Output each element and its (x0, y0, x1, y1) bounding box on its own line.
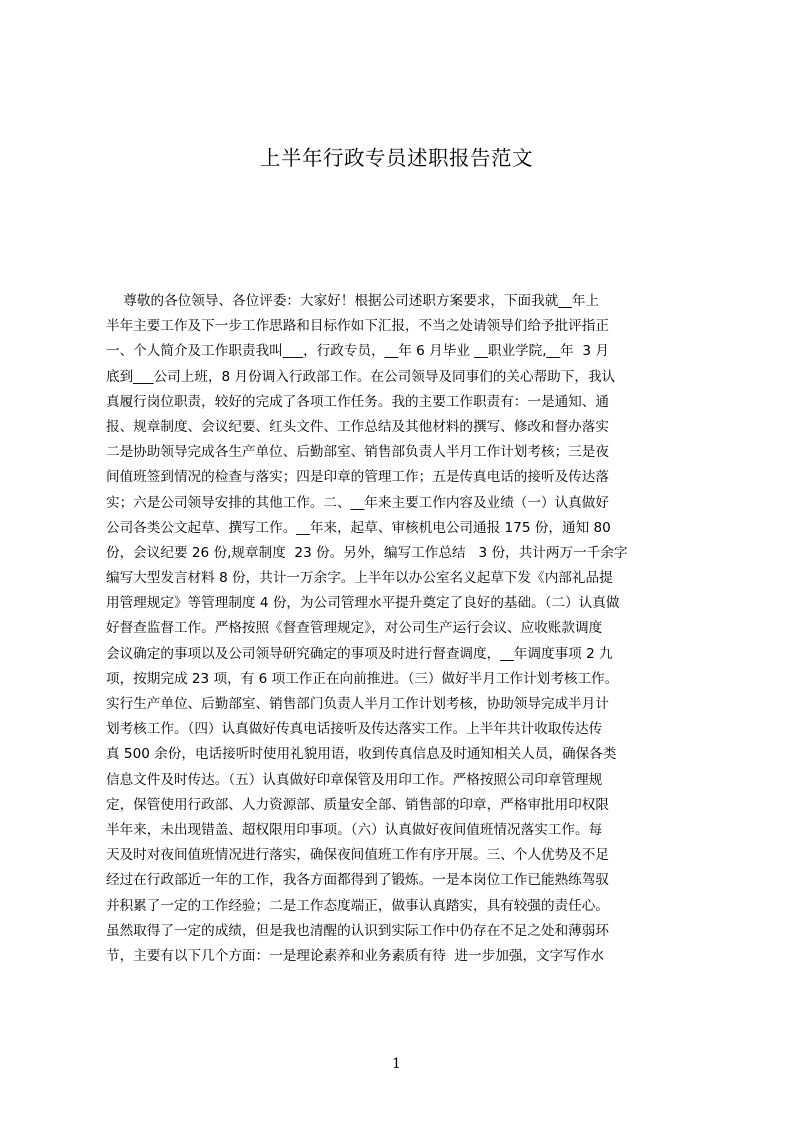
body-text-line: 用管理规定》等管理制度 4 份，为公司管理水平提升奠定了良好的基础。（二）认真做 (106, 595, 620, 612)
body-text-line: 二是协助领导完成各生产单位、后勤部室、销售部负责人半月工作计划考核；三是夜 (106, 444, 609, 461)
body-text-line: 天及时对夜间值班情况进行落实，确保夜间值班工作有序开展。三、个人优势及不足 (106, 847, 609, 864)
body-text-line: 真履行岗位职责，较好的完成了各项工作任务。我的主要工作职责有：一是通知、通 (106, 393, 609, 410)
body-text-line: 好督查监督工作。严格按照《督查管理规定》，对公司生产运行会议、应收账款调度 (106, 620, 603, 637)
body-text-line: 信息文件及时传达。（五）认真做好印章保管及用印工作。严格按照公司印章管理规 (106, 771, 603, 788)
body-text-line: 会议确定的事项以及公司领导研究确定的事项及时进行督查调度，__年调度事项 2 九 (106, 645, 613, 662)
body-text-line: 半年来，未出现错盖、超权限用印事项。（六）认真做好夜间值班情况落实工作。每 (106, 821, 603, 838)
body-text-line: 报、规章制度、会议纪要、红头文件、工作总结及其他材料的撰写、修改和督办落实 (106, 418, 609, 435)
body-text-line: 公司各类公文起草、撰写工作。__年来，起草、审核机电公司通报 175 份，通知 80 (106, 519, 611, 536)
body-text-line: 间值班签到情况的检查与落实；四是印章的管理工作；五是传真电话的接听及传达落 (106, 469, 609, 486)
body-text-line: 底到___公司上班，8 月份调入行政部工作。在公司领导及同事们的关心帮助下，我认 (106, 368, 616, 385)
body-text-line: 一、个人简介及工作职责我叫___，行政专员，__年 6 月毕业 __职业学院,__年 3 月 (106, 343, 609, 360)
page-number: 1 (392, 1056, 401, 1072)
body-text-line: 项，按期完成 23 项，有 6 项工作正在向前推进。（三）做好半月工作计划考核工作。 (106, 670, 619, 687)
body-text-line: 虽然取得了一定的成绩，但是我也清醒的认识到实际工作中仍存在不足之处和薄弱环 (106, 922, 609, 939)
body-text-line: 真 500 余份，电话接听时使用礼貌用语，收到传真信息及时通知相关人员，确保各类 (106, 746, 617, 763)
body-text-line: 份，会议纪要 26 份,规章制度 23 份。另外，编写工作总结 3 份，共计两万一千余字 (106, 544, 628, 561)
body-text-line: 实；六是公司领导安排的其他工作。二、__年来主要工作内容及业绩（一）认真做好 (106, 494, 609, 511)
body-text-line: 节，主要有以下几个方面：一是理论素养和业务素质有待 进一步加强，文字写作水 (106, 947, 605, 964)
body-text-line: 经过在行政部近一年的工作，我各方面都得到了锻炼。一是本岗位工作已能熟练驾驭 (106, 872, 609, 889)
body-text-line: 半年主要工作及下一步工作思路和目标作如下汇报，不当之处请领导们给予批评指正 (106, 318, 609, 335)
document-body (106, 289, 706, 969)
body-text-line: 实行生产单位、后勤部室、销售部门负责人半月工作计划考核，协助领导完成半月计 (106, 696, 609, 712)
body-text-line: 尊敬的各位领导、各位评委：大家好！根据公司述职方案要求，下面我就__年上 (106, 293, 600, 309)
document-title: 上半年行政专员述职报告范文 (260, 146, 533, 170)
body-text-line: 划考核工作。（四）认真做好传真电话接听及传达落实工作。上半年共计收取传达传 (106, 721, 603, 738)
body-text-line: 编写大型发言材料 8 份，共计一万余字。上半年以办公室名义起草下发《内部礼品提 (106, 570, 613, 587)
body-text-line: 并积累了一定的工作经验；二是工作态度端正，做事认真踏实，具有较强的责任心。 (106, 897, 609, 914)
body-text-line: 定，保管使用行政部、人力资源部、质量安全部、销售部的印章，严格审批用印权限 (106, 796, 609, 813)
